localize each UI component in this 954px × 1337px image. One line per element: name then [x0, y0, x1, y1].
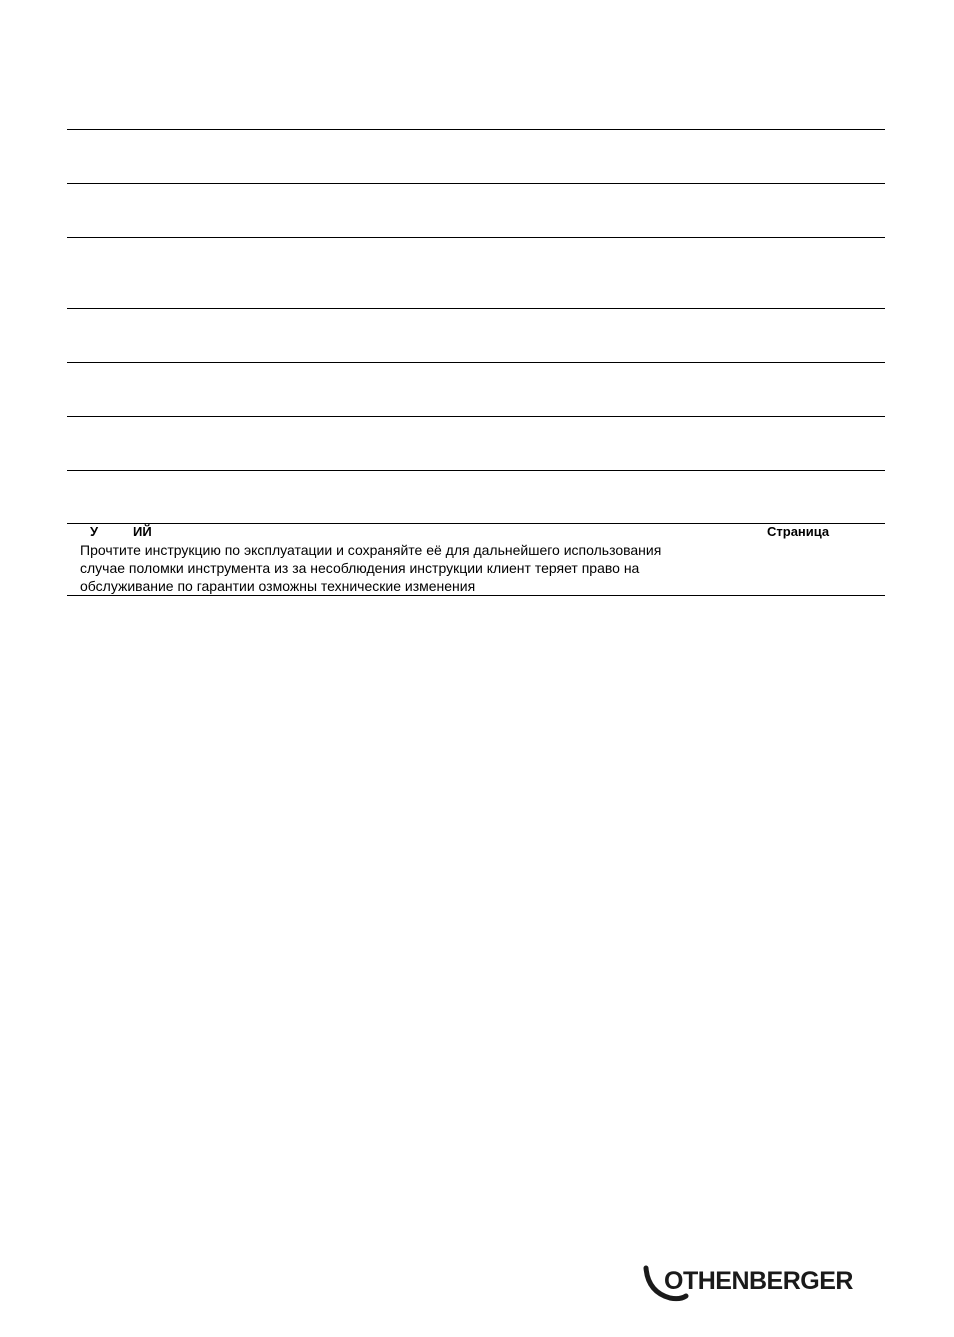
divider-line — [67, 595, 885, 596]
toc-header-left-b: ИЙ — [133, 524, 152, 539]
divider-line — [67, 416, 885, 417]
divider-line — [67, 237, 885, 238]
divider-line — [67, 523, 885, 524]
divider-line — [67, 470, 885, 471]
notice-line: Прочтите инструкцию по эксплуатации и сохраняйте её для дальнейшего использования — [80, 542, 662, 558]
divider-line — [67, 362, 885, 363]
instruction-notice — [80, 541, 780, 595]
logo-wordmark: OTHENBERGER — [664, 1267, 853, 1295]
rothenberger-logo — [640, 1262, 880, 1302]
divider-line — [67, 129, 885, 130]
toc-header-page: Страница — [767, 524, 830, 539]
toc-header-left-a: У — [90, 524, 99, 539]
notice-line: обслуживание по гарантии озможны технические изменения — [80, 578, 476, 594]
divider-line — [67, 308, 885, 309]
notice-line: случае поломки инструмента из за несоблюдения инструкции клиент теряет право на — [80, 560, 640, 576]
divider-line — [67, 183, 885, 184]
